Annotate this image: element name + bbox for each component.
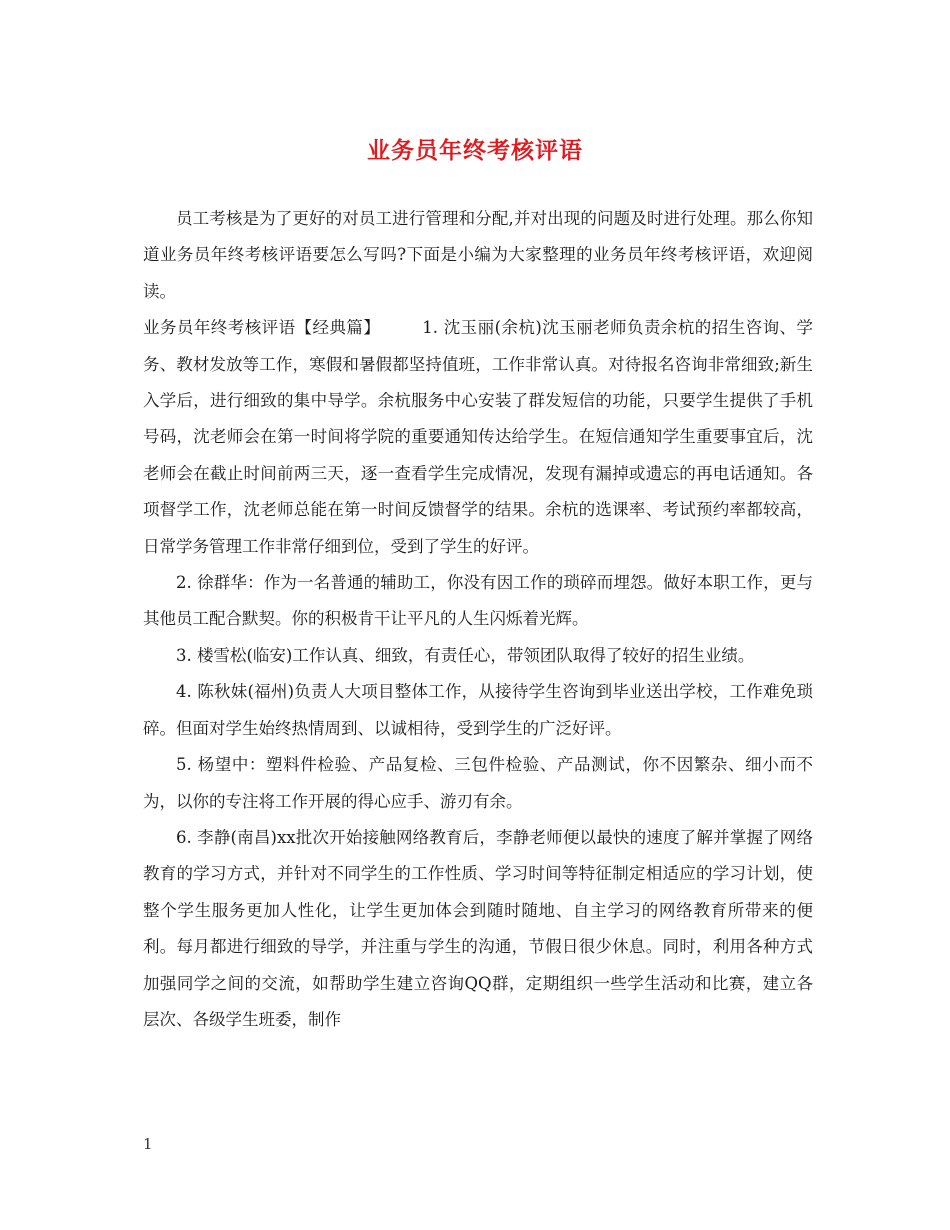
item-6: 6. 李静(南昌)xx批次开始接触网络教育后，李静老师便以最快的速度了解并掌握了网络教育的学习方式，并针对不同学生的工作性质、学习时间等特征制定相适应的学习计划，使整个学生服务更加人性化，让学生更加体会到随时随地、自主学习的网络教育所带来的便利。每月都进行细致的导学，并注重与学生的沟通，节假日很少休息。同时，利用各种方式加强同学之间的交流，如帮助学生建立咨询QQ群，定期组织一些学生活动和比赛，建立各层次、各级学生班委，制作 <box>143 827 813 1029</box>
item-5: 5. 杨望中：塑料件检验、产品复检、三包件检验、产品测试，你不因繁杂、细小而不为，以你的专注将工作开展的得心应手、游刃有余。 <box>143 755 813 811</box>
section-heading: 业务员年终考核评语【经典篇】 <box>143 318 381 338</box>
section-paragraph <box>143 310 813 565</box>
item-4: 4. 陈秋妹(福州)负责人大项目整体工作，从接待学生咨询到毕业送出学校，工作难免琐碎。但面对学生始终热情周到、以诚相待，受到学生的广泛好评。 <box>143 682 813 738</box>
document-title: 业务员年终考核评语 <box>367 137 583 164</box>
page-number: 1 <box>143 1135 153 1153</box>
item-1: 1. 沈玉丽(余杭)沈玉丽老师负责余杭的招生咨询、学务、教材发放等工作，寒假和暑假都坚持值班，工作非常认真。对待报名咨询非常细致;新生入学后，进行细致的集中导学。余杭服务中心安装了群发短信的功能，只要学生提供了手机号码，沈老师会在第一时间将学院的重要通知传达给学生。在短信通知学生重要事宜后，沈老师会在截止时间前两三天，逐一查看学生完成情况，发现有漏掉或遗忘的再电话通知。各项督学工作，沈老师总能在第一时间反馈督学的结果。余杭的选课率、考试预约率都较高，日常学务管理工作非常仔细到位，受到了学生的好评。 <box>143 318 813 556</box>
item-2: 2. 徐群华：作为一名普通的辅助工，你没有因工作的琐碎而埋怨。做好本职工作，更与其他员工配合默契。你的积极肯干让平凡的人生闪烁着光辉。 <box>143 573 813 629</box>
item-3: 3. 楼雪松(临安)工作认真、细致，有责任心，带领团队取得了较好的招生业绩。 <box>176 645 755 665</box>
intro-paragraph: 员工考核是为了更好的对员工进行管理和分配,并对出现的问题及时进行处理。那么你知道业务员年终考核评语要怎么写吗?下面是小编为大家整理的业务员年终考核评语，欢迎阅读。 <box>143 209 813 301</box>
document-body <box>143 201 813 1038</box>
